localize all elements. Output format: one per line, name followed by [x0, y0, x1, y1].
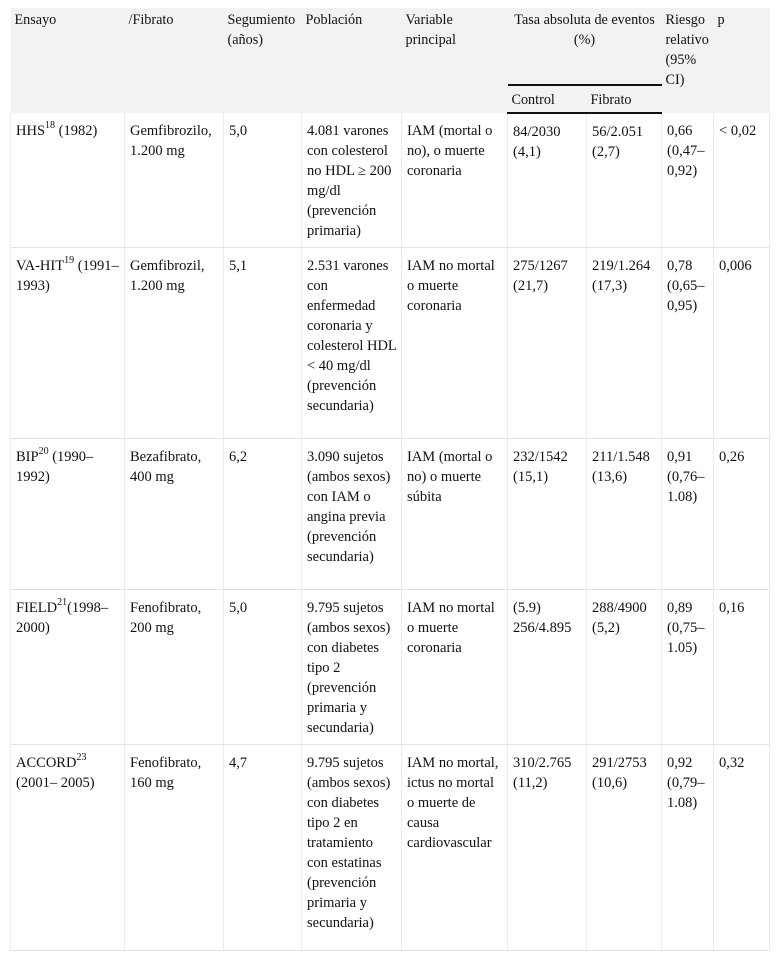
trial-years: (1991– 1993)	[16, 258, 119, 294]
cell-ensayo	[11, 590, 125, 745]
trial-reference: 19	[64, 255, 75, 267]
header-seguimiento: Segumiento (años)	[224, 8, 302, 113]
cell-control: 84/2030 (4,1)	[508, 113, 587, 248]
trial-name: ACCORD	[16, 755, 77, 771]
cell-fibrato-tasa: 211/1.548 (13,6)	[587, 439, 662, 590]
cell-variable: IAM (mortal o no) o muerte súbita	[402, 439, 508, 590]
header-variable: Variable principal	[402, 8, 508, 113]
table-row	[11, 745, 770, 951]
cell-control: 275/1267 (21,7)	[508, 248, 587, 439]
cell-variable: IAM no mortal o muerte coronaria	[402, 248, 508, 439]
cell-fibrato: Gemfibrozilo, 1.200 mg	[125, 113, 224, 248]
cell-p: 0,32	[714, 745, 770, 951]
cell-poblacion: 2.531 varones con enfermedad coronaria y colesterol HDL < 40 mg/dl (prevención secundaria)	[302, 248, 402, 439]
cell-fibrato: Fenofibrato, 160 mg	[125, 745, 224, 951]
cell-riesgo: 0,92 (0,79–1.08)	[662, 745, 714, 951]
header-riesgo-relativo: Riesgo relativo (95% CI)	[662, 8, 714, 113]
cell-poblacion: 9.795 sujetos (ambos sexos) con diabetes tipo 2 (prevención primaria y secundaria)	[302, 590, 402, 745]
header-ensayo: Ensayo	[11, 8, 125, 113]
trial-reference: 20	[38, 446, 49, 458]
trial-name: BIP	[16, 449, 39, 465]
cell-p: < 0,02	[714, 113, 770, 248]
cell-poblacion: 9.795 sujetos (ambos sexos) con diabetes tipo 2 en tratamiento con estatinas (prevención primaria y secundaria)	[302, 745, 402, 951]
cell-ensayo	[11, 248, 125, 439]
fibrate-trials-table	[10, 8, 770, 951]
cell-seguimiento: 6,2	[224, 439, 302, 590]
cell-seguimiento: 4,7	[224, 745, 302, 951]
table-container	[10, 8, 769, 951]
trial-name: FIELD	[16, 600, 58, 616]
cell-control: 232/1542 (15,1)	[508, 439, 587, 590]
table-row	[11, 590, 770, 745]
trial-years: (1990–1992)	[16, 449, 94, 485]
table-row	[11, 248, 770, 439]
cell-poblacion: 3.090 sujetos (ambos sexos) con IAM o angina previa (prevención secundaria)	[302, 439, 402, 590]
cell-poblacion: 4.081 varones con colesterol no HDL ≥ 200 mg/dl (prevención primaria)	[302, 113, 402, 248]
cell-riesgo: 0,89 (0,75–1.05)	[662, 590, 714, 745]
header-p: p	[714, 8, 770, 113]
trial-reference: 18	[45, 120, 56, 132]
cell-ensayo	[11, 113, 125, 248]
header-fibrato-tasa: Fibrato	[587, 85, 662, 113]
trial-name: HHS	[16, 123, 46, 139]
trial-years: (1998–2000)	[16, 600, 109, 636]
trial-years: (1982)	[55, 123, 98, 139]
cell-seguimiento: 5,1	[224, 248, 302, 439]
cell-riesgo: 0,66 (0,47–0,92)	[662, 113, 714, 248]
cell-fibrato: Fenofibrato, 200 mg	[125, 590, 224, 745]
cell-riesgo: 0,91 (0,76–1.08)	[662, 439, 714, 590]
cell-seguimiento: 5,0	[224, 590, 302, 745]
cell-variable: IAM (mortal o no), o muerte coronaria	[402, 113, 508, 248]
header-fibrato: /Fibrato	[125, 8, 224, 113]
cell-fibrato-tasa: 288/4900 (5,2)	[587, 590, 662, 745]
cell-variable: IAM no mortal o muerte coronaria	[402, 590, 508, 745]
cell-fibrato-tasa: 219/1.264 (17,3)	[587, 248, 662, 439]
header-control: Control	[508, 85, 587, 113]
table-row	[11, 439, 770, 590]
cell-fibrato-tasa: 56/2.051 (2,7)	[587, 113, 662, 248]
cell-ensayo	[11, 439, 125, 590]
cell-fibrato: Bezafibrato, 400 mg	[125, 439, 224, 590]
cell-fibrato: Gemfibrozil, 1.200 mg	[125, 248, 224, 439]
cell-p: 0,006	[714, 248, 770, 439]
cell-control: (5.9) 256/4.895	[508, 590, 587, 745]
table-row	[11, 113, 770, 248]
trial-reference: 23	[76, 752, 87, 764]
cell-p: 0,26	[714, 439, 770, 590]
cell-variable: IAM no mortal, ictus no mortal o muerte de causa cardiovascular	[402, 745, 508, 951]
cell-riesgo: 0,78 (0,65–0,95)	[662, 248, 714, 439]
header-poblacion: Población	[302, 8, 402, 113]
trial-years: (2001– 2005)	[16, 775, 95, 791]
cell-seguimiento: 5,0	[224, 113, 302, 248]
cell-fibrato-tasa: 291/2753 (10,6)	[587, 745, 662, 951]
cell-ensayo	[11, 745, 125, 951]
trial-name: VA-HIT	[16, 258, 65, 274]
cell-control: 310/2.765 (11,2)	[508, 745, 587, 951]
trial-reference: 21	[57, 597, 68, 609]
cell-p: 0,16	[714, 590, 770, 745]
header-tasa-absoluta: Tasa absoluta de eventos (%)	[508, 8, 662, 85]
